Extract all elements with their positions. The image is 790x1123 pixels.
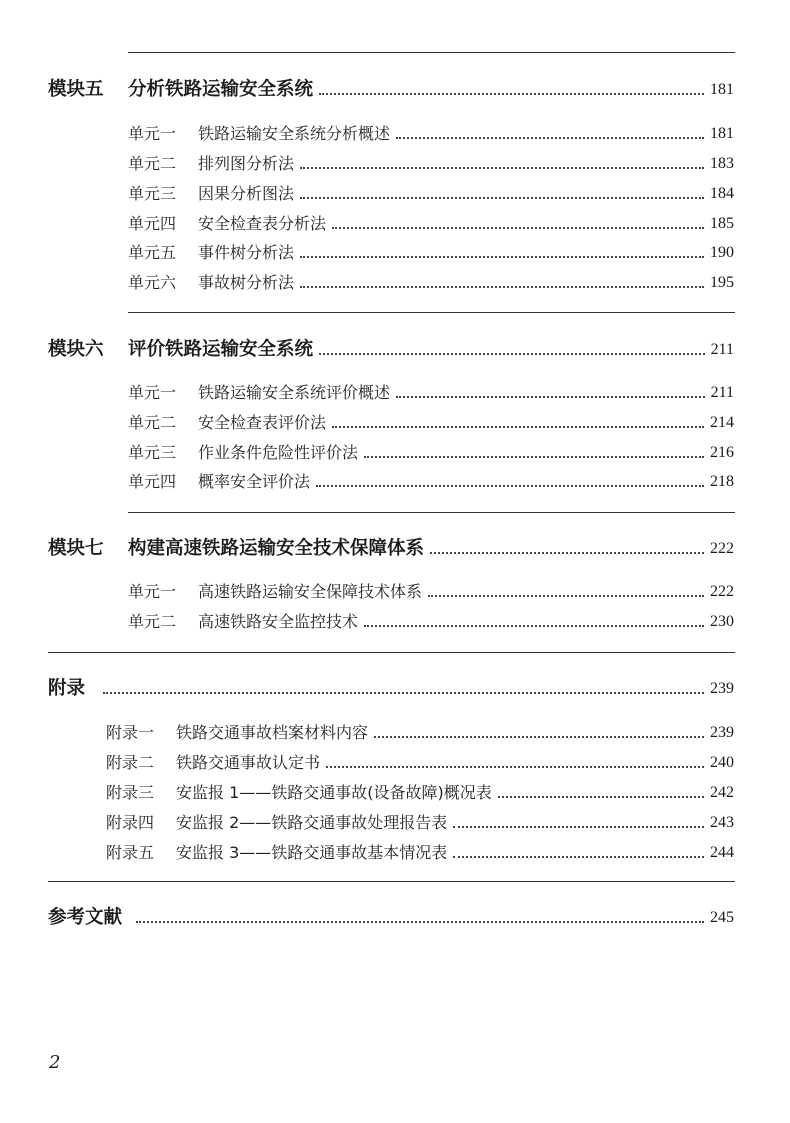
toc-module-7[interactable] (48, 537, 734, 561)
dot-leader (498, 796, 704, 798)
unit-label: 单元一 (128, 582, 177, 601)
dot-leader (396, 137, 704, 139)
unit-title: 排列图分析法 (198, 154, 295, 173)
dot-leader (332, 227, 704, 229)
appendix-label: 附录五 (106, 843, 155, 862)
unit-title: 作业条件危险性评价法 (198, 443, 359, 462)
dot-leader (300, 167, 704, 169)
toc-unit[interactable] (128, 122, 734, 146)
toc-unit[interactable] (128, 470, 734, 494)
module-label: 模块七 (48, 538, 104, 559)
dot-leader (103, 692, 704, 694)
unit-label: 单元五 (128, 243, 177, 262)
page-ref: 218 (710, 473, 734, 490)
toc-unit[interactable] (128, 381, 734, 405)
appendix-item-title: 铁路交通事故认定书 (176, 753, 321, 772)
dot-leader (316, 485, 704, 487)
dot-leader (300, 256, 704, 258)
page-number: 2 (49, 1052, 61, 1073)
toc-module-6[interactable] (48, 338, 734, 362)
toc-unit[interactable] (128, 212, 734, 236)
unit-title: 安全检查表评价法 (198, 413, 327, 432)
module-label: 模块五 (48, 79, 104, 100)
page-ref: 230 (710, 613, 734, 630)
unit-title: 铁路运输安全系统评价概述 (198, 383, 391, 402)
dot-leader (428, 595, 704, 597)
unit-label: 单元六 (128, 273, 177, 292)
unit-label: 单元四 (128, 214, 177, 233)
divider (128, 312, 735, 313)
divider (48, 652, 735, 653)
toc-unit[interactable] (128, 152, 734, 176)
page-ref: 190 (710, 244, 734, 261)
dot-leader (300, 286, 704, 288)
dot-leader (453, 826, 704, 828)
appendix-label: 附录三 (106, 783, 155, 802)
toc-appendix-item[interactable] (106, 811, 734, 835)
appendix-title: 附录 (48, 678, 86, 699)
unit-title: 事故树分析法 (198, 273, 295, 292)
appendix-label: 附录四 (106, 813, 155, 832)
dot-leader (136, 921, 704, 923)
toc-appendix-item[interactable] (106, 781, 734, 805)
dot-leader (332, 426, 704, 428)
unit-label: 单元二 (128, 413, 177, 432)
unit-label: 单元三 (128, 184, 177, 203)
references-title: 参考文献 (48, 907, 123, 928)
appendix-item-title: 安监报 1——铁路交通事故(设备故障)概况表 (176, 783, 492, 802)
dot-leader (453, 856, 704, 858)
toc-unit[interactable] (128, 271, 734, 295)
unit-title: 高速铁路安全监控技术 (198, 612, 359, 631)
page-ref: 214 (710, 414, 734, 431)
divider (48, 881, 735, 882)
dot-leader (364, 456, 704, 458)
toc-appendix[interactable] (48, 677, 734, 701)
page-ref: 222 (710, 540, 734, 557)
page-ref: 239 (710, 724, 734, 741)
page-ref: 185 (710, 215, 734, 232)
module-title: 构建高速铁路运输安全技术保障体系 (128, 538, 425, 559)
divider (128, 512, 735, 513)
appendix-label: 附录二 (106, 753, 155, 772)
page-ref: 243 (710, 814, 734, 831)
page-ref: 242 (710, 784, 734, 801)
toc-unit[interactable] (128, 241, 734, 265)
unit-label: 单元四 (128, 472, 177, 491)
toc-appendix-item[interactable] (106, 841, 734, 865)
dot-leader (374, 736, 704, 738)
toc-unit[interactable] (128, 182, 734, 206)
page-ref: 211 (710, 341, 734, 358)
unit-title: 安全检查表分析法 (198, 214, 327, 233)
unit-label: 单元三 (128, 443, 177, 462)
page-ref: 195 (710, 274, 734, 291)
page-ref: 211 (710, 384, 734, 401)
unit-label: 单元一 (128, 383, 177, 402)
unit-title: 事件树分析法 (198, 243, 295, 262)
unit-title: 因果分析图法 (198, 184, 295, 203)
dot-leader (300, 197, 704, 199)
dot-leader (364, 625, 704, 627)
dot-leader (319, 93, 704, 95)
toc-appendix-item[interactable] (106, 751, 734, 775)
toc-unit[interactable] (128, 610, 734, 634)
unit-label: 单元二 (128, 154, 177, 173)
page-ref: 184 (710, 185, 734, 202)
dot-leader (430, 552, 704, 554)
unit-label: 单元二 (128, 612, 177, 631)
toc-module-5[interactable] (48, 78, 734, 102)
page-ref: 181 (710, 125, 734, 142)
page-ref: 240 (710, 754, 734, 771)
page-ref: 245 (710, 909, 734, 926)
toc-references[interactable] (48, 906, 734, 930)
appendix-item-title: 安监报 2——铁路交通事故处理报告表 (176, 813, 448, 832)
appendix-label: 附录一 (106, 723, 155, 742)
page-ref: 239 (710, 680, 734, 697)
dot-leader (326, 766, 704, 768)
page-ref: 222 (710, 583, 734, 600)
unit-label: 单元一 (128, 124, 177, 143)
toc-unit[interactable] (128, 411, 734, 435)
page-ref: 244 (710, 844, 734, 861)
toc-unit[interactable] (128, 441, 734, 465)
divider (128, 52, 735, 53)
dot-leader (319, 353, 705, 355)
toc-appendix-item[interactable] (106, 721, 734, 745)
module-title: 评价铁路运输安全系统 (128, 339, 314, 360)
page-ref: 216 (710, 444, 734, 461)
module-title: 分析铁路运输安全系统 (128, 79, 314, 100)
dot-leader (396, 396, 705, 398)
module-label: 模块六 (48, 339, 104, 360)
toc-unit[interactable] (128, 580, 734, 604)
appendix-item-title: 铁路交通事故档案材料内容 (176, 723, 369, 742)
unit-title: 高速铁路运输安全保障技术体系 (198, 582, 423, 601)
page-ref: 183 (710, 155, 734, 172)
appendix-item-title: 安监报 3——铁路交通事故基本情况表 (176, 843, 448, 862)
unit-title: 概率安全评价法 (198, 472, 311, 491)
page-ref: 181 (710, 81, 734, 98)
unit-title: 铁路运输安全系统分析概述 (198, 124, 391, 143)
